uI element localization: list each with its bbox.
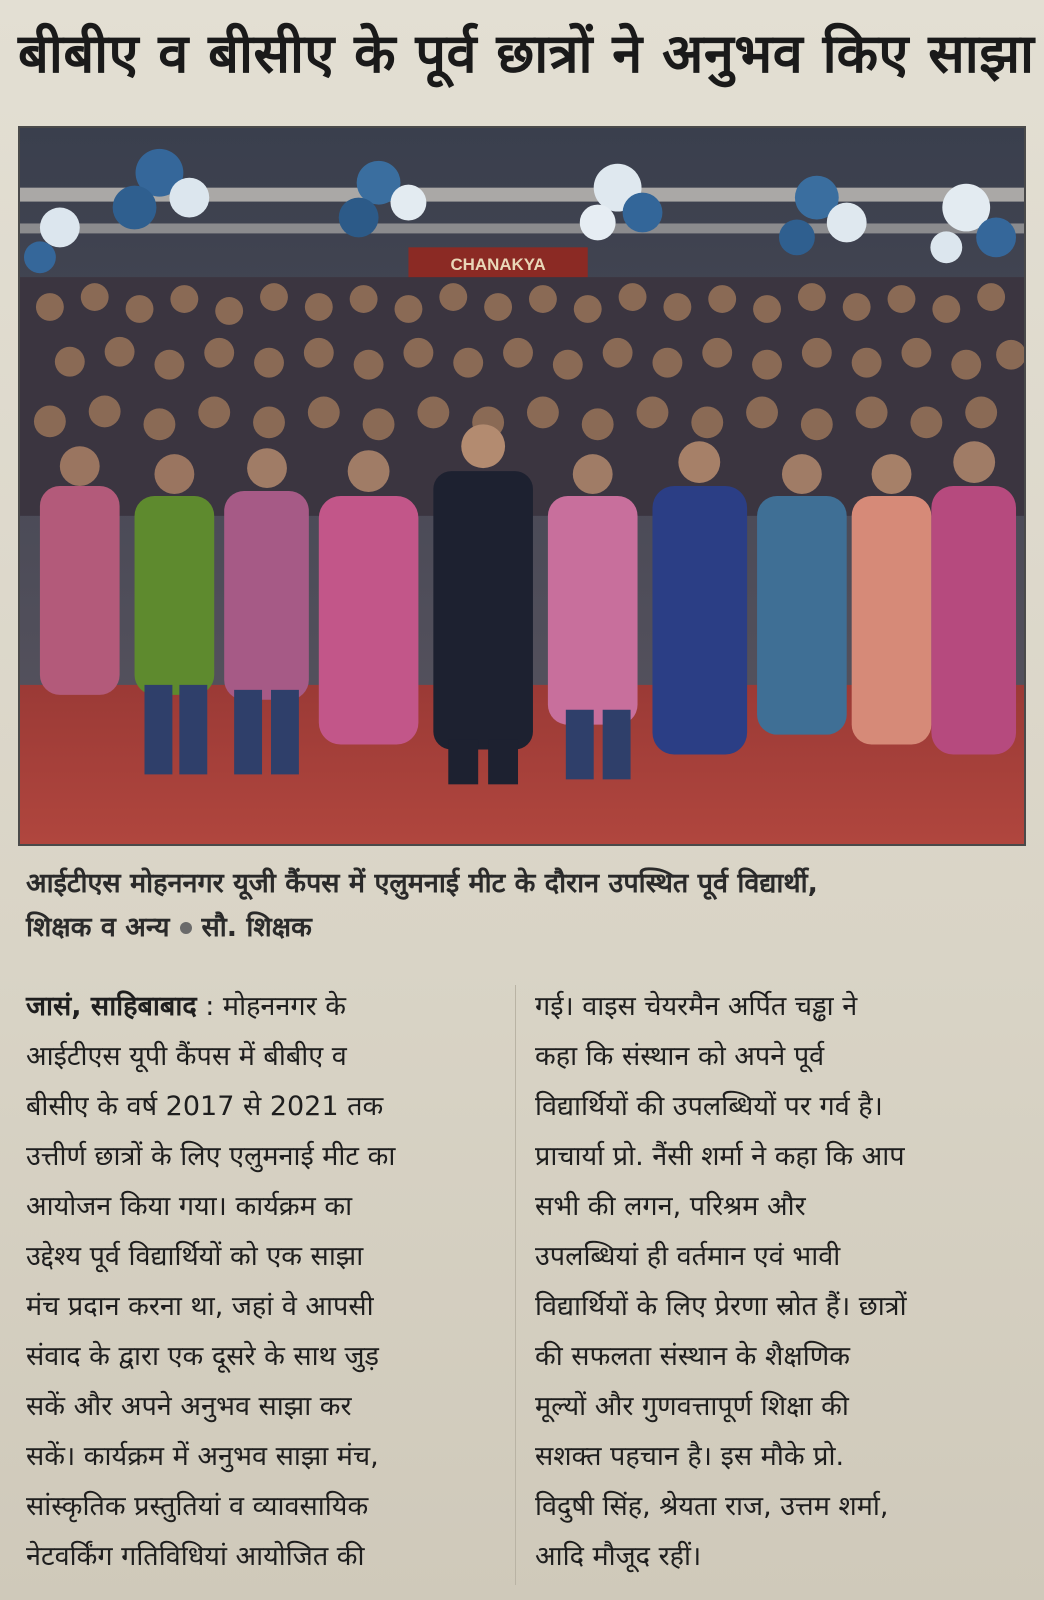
article-line: बीसीए के वर्ष 2017 से 2021 तक xyxy=(26,1091,384,1122)
banner-text: CHANAKYA xyxy=(450,255,546,275)
article-line: की सफलता संस्थान के शैक्षणिक xyxy=(535,1341,850,1372)
article-line: आदि मौजूद रहीं। xyxy=(535,1541,702,1572)
article-line: उपलब्धियां ही वर्तमान एवं भावी xyxy=(535,1241,841,1272)
article-line: मंच प्रदान करना था, जहां वे आपसी xyxy=(26,1291,374,1322)
photo-caption xyxy=(26,862,1016,950)
group-photo xyxy=(18,126,1026,846)
caption-line-1: आईटीएस मोहननगर यूजी कैंपस में एलुमनाई मीट के दौरान उपस्थित पूर्व विद्यार्थी, xyxy=(26,868,818,899)
article-line: संवाद के द्वारा एक दूसरे के साथ जुड़ xyxy=(26,1341,379,1372)
dateline: जासं, साहिबाबाद xyxy=(26,991,197,1022)
article-column-left xyxy=(26,982,496,1582)
article-line: विद्यार्थियों के लिए प्रेरणा स्रोत हैं। छात्रों xyxy=(535,1291,907,1322)
group-photo-illustration xyxy=(20,128,1024,844)
headline: बीबीए व बीसीए के पूर्व छात्रों ने अनुभव किए साझा xyxy=(18,22,1035,85)
caption-line-2-text: शिक्षक व अन्य xyxy=(26,912,170,943)
article-line: आयोजन किया गया। कार्यक्रम का xyxy=(26,1191,353,1222)
article-line: सांस्कृतिक प्रस्तुतियां व व्यावसायिक xyxy=(26,1491,369,1522)
article-line: सशक्त पहचान है। इस मौके प्रो. xyxy=(535,1441,845,1472)
article-line: प्राचार्या प्रो. नैंसी शर्मा ने कहा कि आप xyxy=(535,1141,905,1172)
article-line: कहा कि संस्थान को अपने पूर्व xyxy=(535,1041,825,1072)
article-line: गई। वाइस चेयरमैन अर्पित चड्ढा ने xyxy=(535,991,858,1022)
article-line: विद्यार्थियों की उपलब्धियों पर गर्व है। xyxy=(535,1091,883,1122)
article-line: नेटवर्किंग गतिविधियां आयोजित की xyxy=(26,1541,365,1572)
article-line: उत्तीर्ण छात्रों के लिए एलुमनाई मीट का xyxy=(26,1141,396,1172)
photo-credit: सौ. शिक्षक xyxy=(201,912,312,943)
article-line-text: : मोहननगर के xyxy=(196,991,346,1022)
article-line: मूल्यों और गुणवत्तापूर्ण शिक्षा की xyxy=(535,1391,849,1422)
caption-line-2 xyxy=(26,906,1016,950)
bullet-dot-icon xyxy=(180,922,192,934)
column-divider xyxy=(515,985,516,1585)
article-line: सकें और अपने अनुभव साझा कर xyxy=(26,1391,352,1422)
article-line: उद्देश्य पूर्व विद्यार्थियों को एक साझा xyxy=(26,1241,364,1272)
article-line: सकें। कार्यक्रम में अनुभव साझा मंच, xyxy=(26,1441,379,1472)
article-line: सभी की लगन, परिश्रम और xyxy=(535,1191,806,1222)
article-line: विदुषी सिंह, श्रेयता राज, उत्तम शर्मा, xyxy=(535,1491,889,1522)
article-column-right xyxy=(535,982,1005,1582)
article-line: आईटीएस यूपी कैंपस में बीबीए व xyxy=(26,1041,347,1072)
article-line xyxy=(26,982,496,1032)
